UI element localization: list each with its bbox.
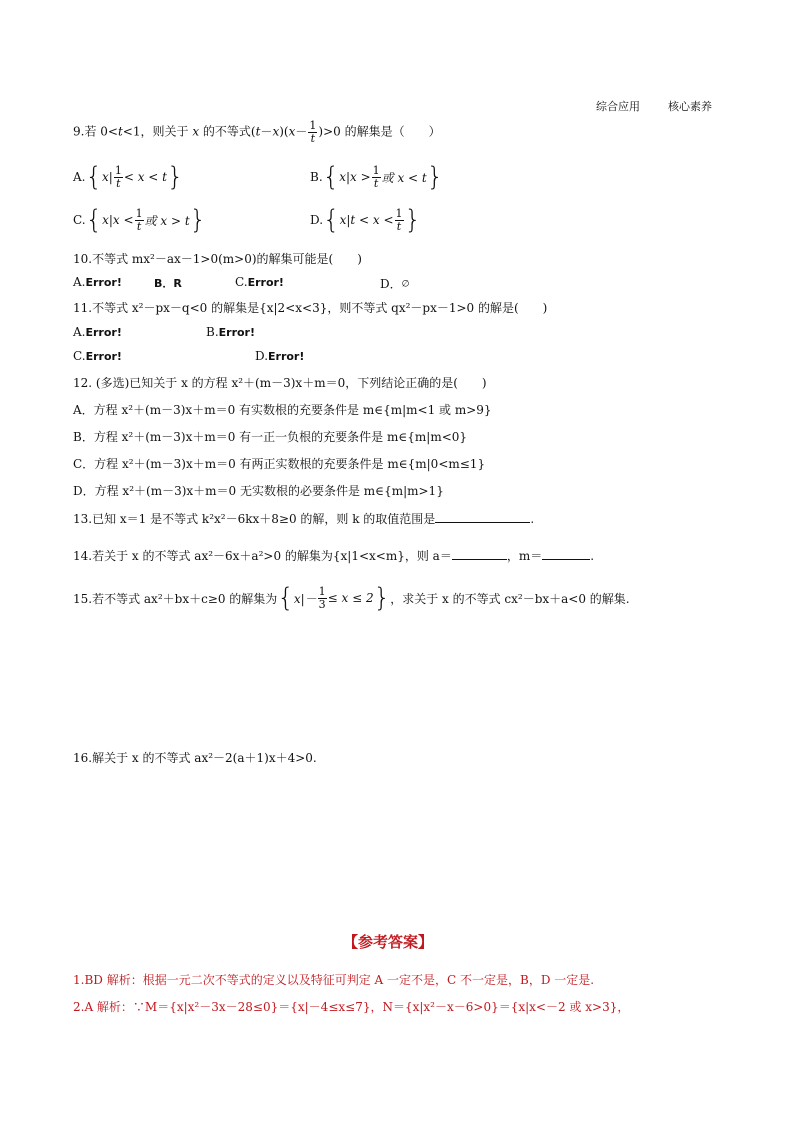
question-16: 16.解关于 x 的不等式 ax²－2(a＋1)x＋4>0. <box>73 751 317 765</box>
empty-set-icon: ∅ <box>401 279 410 290</box>
question-12-stem: 12. (多选)已知关于 x 的方程 x²＋(m－3)x＋m＝0，下列结论正确的是( ) <box>73 376 487 390</box>
question-13: 13.已知 x＝1 是不等式 k²x²－6kx＋8≥0 的解，则 k 的取值范围是 . <box>73 512 535 526</box>
section-label-applied: 综合应用 <box>596 100 640 113</box>
question-9-option-c: C. { x|x < $\frac{1}{t}$ 或 x > t } <box>73 205 207 235</box>
question-10-option-a: A.Error! <box>73 275 122 289</box>
question-9-option-d: D. { x|t < x < $\frac{1}{t}$ } <box>310 205 422 235</box>
section-label-core: 核心素养 <box>668 100 712 113</box>
question-15: 15.若不等式 ax²＋bx＋c≥0 的解集为 { x|－ $\frac{1}{3}$ ≤ x ≤ 2 } ，求关于 x 的不等式 cx²－bx＋a<0 的解集. <box>73 583 630 613</box>
answer-blank <box>435 510 530 523</box>
question-12-option-b: B．方程 x²＋(m－3)x＋m＝0 有一正一负根的充要条件是 m∈{m|m<0} <box>73 430 468 444</box>
question-9-option-a: A. { x| $\frac{1}{t}$ < x < t } <box>73 162 184 192</box>
question-9-stem: 9.若 0<t<1，则关于 x 的不等式(t－x)(x－ $\frac{1}{t}$ )>0 的解集是（ ） <box>73 119 441 145</box>
answer-blank-m <box>542 547 590 560</box>
answer-1: 1.BD 解析：根据一元二次不等式的定义以及特征可判定 A 一定不是，C 不一定是，B，D 一定是. <box>73 973 595 987</box>
question-12-option-a: A．方程 x²＋(m－3)x＋m＝0 有实数根的充要条件是 m∈{m|m<1 或 m>9} <box>73 403 492 417</box>
question-11-option-a: A.Error! <box>73 325 122 339</box>
question-14: 14.若关于 x 的不等式 ax²－6x＋a²>0 的解集为{x|1<x<m}，则 a＝ ，m＝ . <box>73 549 595 563</box>
question-10-stem: 10.不等式 mx²－ax－1>0(m>0)的解集可能是( ) <box>73 252 362 266</box>
answers-title: 【参考答案】 <box>343 933 434 951</box>
fraction: $\frac{1}{t}$ <box>309 119 317 145</box>
answer-2: 2.A 解析：∵M＝{x|x²－3x－28≤0}＝{x|－4≤x≤7}，N＝{x|x²－x－6>0}＝{x|x<－2 或 x>3}， <box>73 1000 630 1014</box>
question-11-option-c: C.Error! <box>73 349 122 363</box>
question-10-option-c: C.Error! <box>235 275 284 289</box>
question-11-option-d: D.Error! <box>255 349 305 363</box>
question-12-option-d: D．方程 x²＋(m－3)x＋m＝0 无实数根的必要条件是 m∈{m|m>1} <box>73 484 444 498</box>
question-12-option-c: C．方程 x²＋(m－3)x＋m＝0 有两正实数根的充要条件是 m∈{m|0<m≤1} <box>73 457 486 471</box>
question-11-stem: 11.不等式 x²－px－q<0 的解集是{x|2<x<3}，则不等式 qx²－px－1>0 的解是( ) <box>73 301 548 315</box>
answer-blank-a <box>452 547 507 560</box>
question-10-option-b: B．R <box>154 277 182 290</box>
question-10-option-d: D．∅ <box>380 277 410 291</box>
question-9-option-b: B. { x|x > $\frac{1}{t}$ 或 x < t } <box>310 162 444 192</box>
question-11-option-b: B.Error! <box>206 325 256 339</box>
